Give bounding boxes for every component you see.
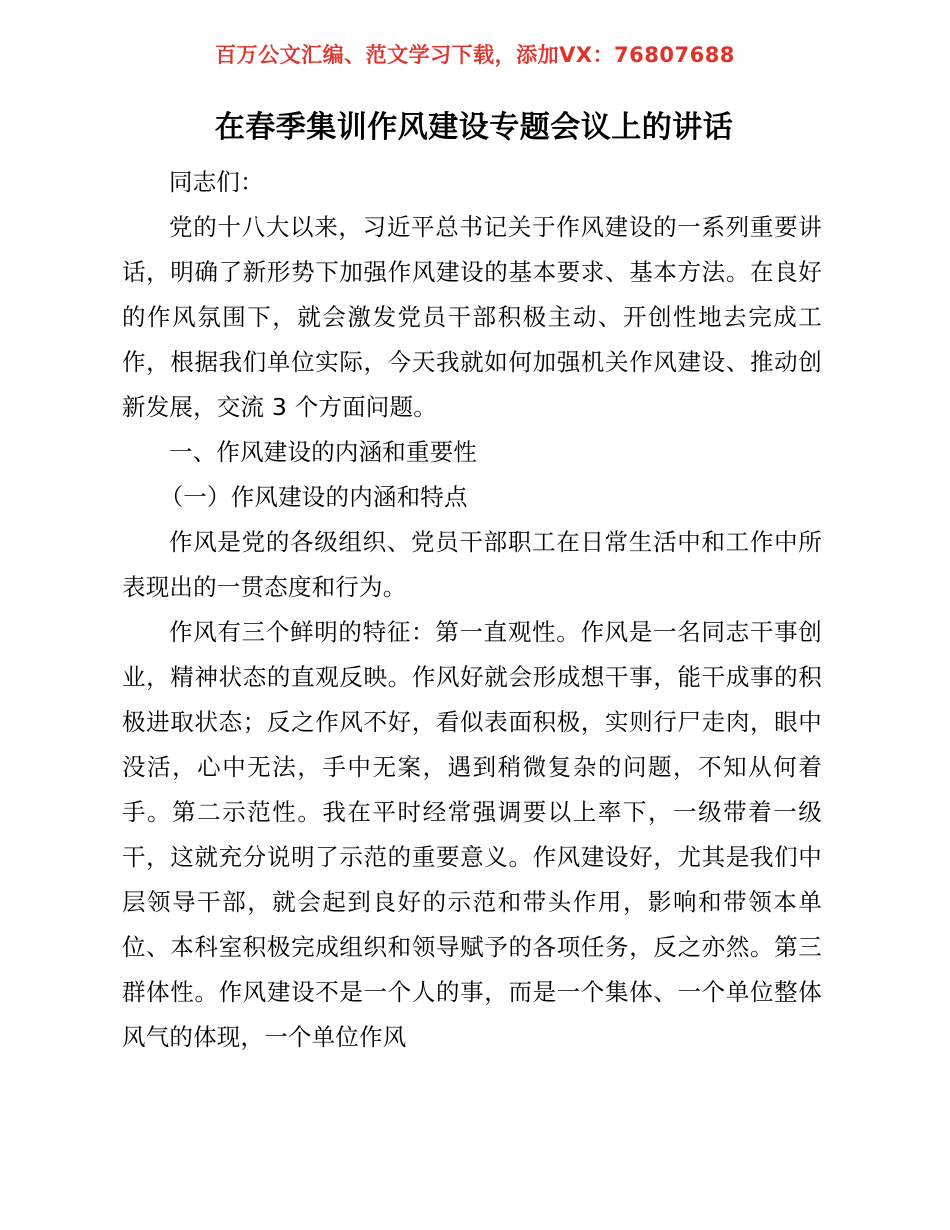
heading-section-one: 一、作风建设的内涵和重要性 [169, 438, 478, 466]
promo-banner-text: 百万公文汇编、范文学习下载，添加VX：76807688 [215, 43, 735, 67]
three-features-paragraph: 作风有三个鲜明的特征：第一直观性。作风是一名同志干事创业，精神状态的直观反映。作风好就会形成想干事，能干成事的积极进取状态；反之作风不好，看似表面积极，实则行尸走肉，眼中没活，心中无法，手中无案，遇到稍微复杂的问题，不知从何着手。第二示范性。我在平时经常强调要以上率下，一级带着一级干，这就充分说明了示范的重要意义。作风建设好，尤其是我们中层领导干部，就会起到良好的示范和带头作用，影响和带领本单位、本科室积极完成组织和领导赋予的各项任务，反之亦然。第三群体性。作风建设不是一个人的事，而是一个集体、一个单位整体风气的体现，一个单位作风 [122, 618, 822, 1051]
intro-paragraph: 党的十八大以来，习近平总书记关于作风建设的一系列重要讲话，明确了新形势下加强作风建设的基本要求、基本方法。在良好的作风氛围下，就会激发党员干部积极主动、开创性地去完成工作，根据我们单位实际，今天我就如何加强机关作风建设、推动创新发展，交流 3 个方面问题。 [122, 213, 822, 421]
document-body [122, 104, 822, 1060]
page-title: 在春季集训作风建设专题会议上的讲话 [214, 110, 734, 145]
salutation: 同志们： [169, 168, 264, 196]
definition-paragraph: 作风是党的各级组织、党员干部职工在日常生活中和工作中所表现出的一贯态度和行为。 [122, 528, 822, 601]
heading-subsection-one-1: （一）作风建设的内涵和特点 [159, 483, 468, 511]
